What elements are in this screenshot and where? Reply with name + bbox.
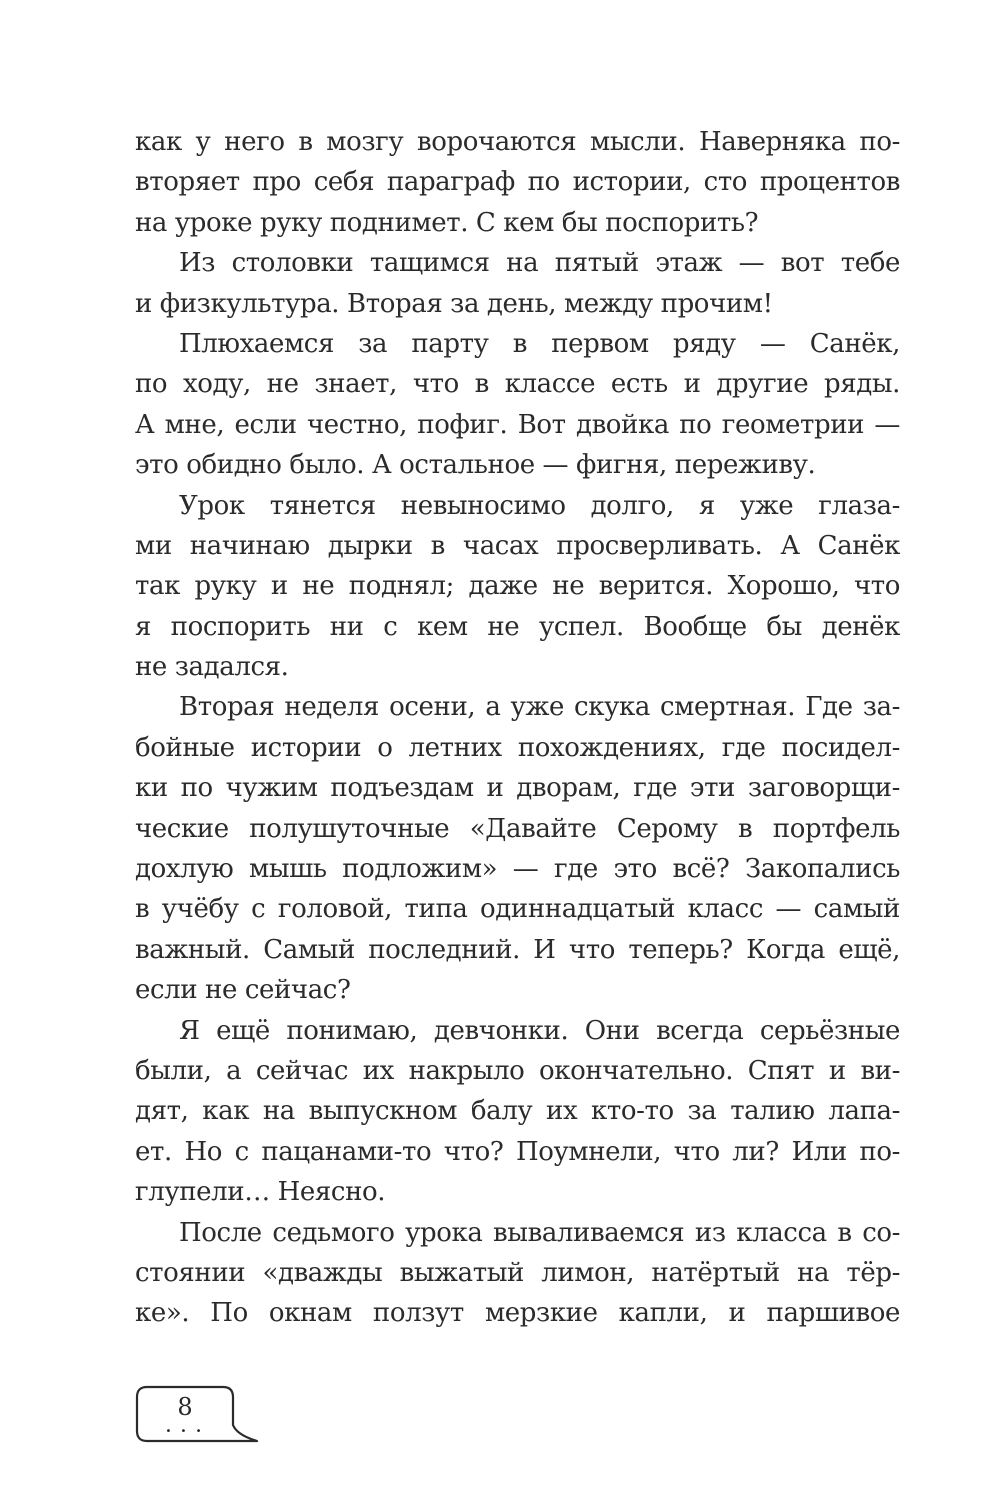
text-line: и физкультура. Вторая за день, между прочим! <box>135 288 773 319</box>
text-line: ки по чужим подъездам и дворам, где эти заговорщи- <box>135 773 900 804</box>
text-line: вторяет про себя параграф по истории, сто процентов <box>135 167 900 198</box>
text-line: ми начинаю дырки в часах просверливать. А Санёк <box>135 530 900 561</box>
text-line: ет. Но с пацанами-то что? Поумнели, что ли? Или по- <box>135 1136 900 1167</box>
text-line: по ходу, не знает, что в классе есть и другие ряды. <box>135 369 900 400</box>
text-line: дят, как на выпускном балу их кто-то за талию лапа- <box>135 1096 900 1127</box>
text-line: не задался. <box>135 652 289 683</box>
text-line: глупели… Неясно. <box>135 1177 386 1208</box>
text-line: Вторая неделя осени, а уже скука смертная. Где за- <box>179 692 900 723</box>
text-line: на уроке руку поднимет. С кем бы поспорить? <box>135 207 759 238</box>
text-line: бойные истории о летних похождениях, где посидел- <box>135 732 900 763</box>
text-line: ческие полушуточные «Давайте Серому в портфель <box>135 813 900 844</box>
text-line: это обидно было. А остальное — фигня, переживу. <box>135 450 816 481</box>
text-line: Из столовки тащимся на пятый этаж — вот тебе <box>179 248 900 279</box>
text-line: если не сейчас? <box>135 975 351 1006</box>
text-line: После седьмого урока вываливаемся из класса в со- <box>179 1217 900 1248</box>
text-line: я поспорить ни с кем не успел. Вообще бы денёк <box>135 611 900 642</box>
text-line: ке». По окнам ползут мерзкие капли, и паршивое <box>135 1298 900 1329</box>
text-line: в учёбу с головой, типа одиннадцатый класс — самый <box>135 894 900 925</box>
page-number: 8 <box>177 1393 193 1421</box>
text-line: А мне, если честно, пофиг. Вот двойка по геометрии — <box>135 409 900 440</box>
folio-dots: • • • <box>165 1426 205 1437</box>
body-text <box>135 122 900 1334</box>
text-line: так руку и не поднял; даже не верится. Хорошо, что <box>135 571 900 602</box>
text-line: Я ещё понимаю, девчонки. Они всегда серьёзные <box>179 1015 900 1046</box>
page-number-badge <box>135 1385 265 1445</box>
text-line: были, а сейчас их накрыло окончательно. Спят и ви- <box>135 1055 900 1086</box>
text-line: дохлую мышь подложим» — где это всё? Закопались <box>135 854 900 885</box>
text-line: Урок тянется невыносимо долго, я уже глаза- <box>179 490 900 521</box>
text-line: Плюхаемся за парту в первом ряду — Санёк, <box>179 328 900 359</box>
text-line: как у него в мозгу ворочаются мысли. Наверняка по- <box>135 127 900 157</box>
text-line: важный. Самый последний. И что теперь? Когда ещё, <box>135 934 900 965</box>
text-line: стоянии «дважды выжатый лимон, натёртый на тёр- <box>135 1257 900 1288</box>
